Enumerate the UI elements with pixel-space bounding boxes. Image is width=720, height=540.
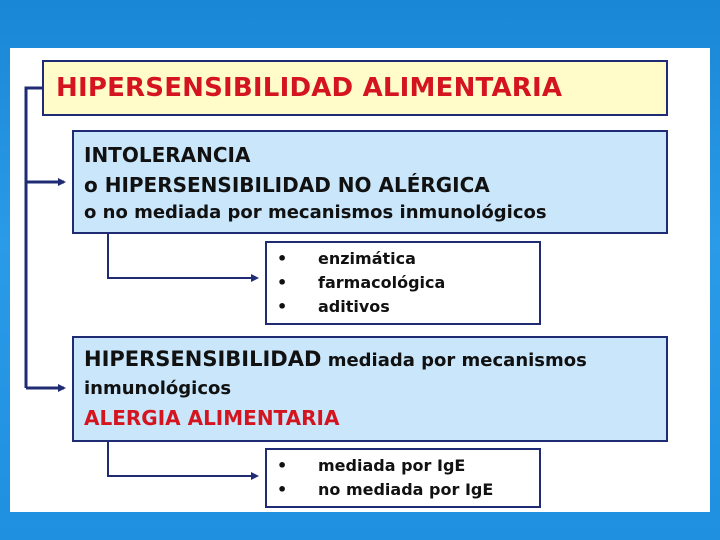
list-item [267, 454, 539, 478]
list-item-text: aditivos [318, 297, 390, 316]
allergy-label: ALERGIA ALIMENTARIA [84, 406, 340, 430]
slide-panel [10, 48, 710, 512]
bullet: • [277, 480, 288, 499]
intolerance-line-1: INTOLERANCIA [84, 143, 251, 167]
bullet: • [277, 456, 288, 475]
list-item [267, 271, 539, 295]
bullet: • [277, 297, 288, 316]
title-box [42, 60, 668, 116]
hypersensitivity-types-list [265, 448, 541, 508]
list-item [267, 247, 539, 271]
hypersensitivity-box [72, 336, 668, 442]
connector-intolerance-list [108, 234, 257, 278]
diagram-title: HIPERSENSIBILIDAD ALIMENTARIA [56, 73, 563, 103]
trunk-line [26, 88, 42, 388]
intolerance-types-list [265, 241, 541, 325]
intolerance-line-2: o HIPERSENSIBILIDAD NO ALÉRGICA [84, 173, 490, 197]
bullet: • [277, 249, 288, 268]
bullet: • [277, 273, 288, 292]
hypersensitivity-line-1 [84, 344, 666, 376]
list-item-text: mediada por IgE [318, 456, 466, 475]
intolerance-box [72, 130, 668, 234]
hypersensitivity-line-1-rest: mediada por mecanismos [321, 350, 587, 371]
hypersensitivity-line-2: inmunológicos [84, 378, 232, 399]
intolerance-line-3: o no mediada por mecanismos inmunológicos [84, 202, 547, 223]
list-item [267, 478, 539, 502]
list-item-text: no mediada por IgE [318, 480, 494, 499]
connector-hypersensitivity-list [108, 442, 257, 476]
list-item-text: farmacológica [318, 273, 446, 292]
hypersensitivity-heading: HIPERSENSIBILIDAD [84, 347, 322, 371]
list-item-text: enzimática [318, 249, 416, 268]
list-item [267, 295, 539, 319]
